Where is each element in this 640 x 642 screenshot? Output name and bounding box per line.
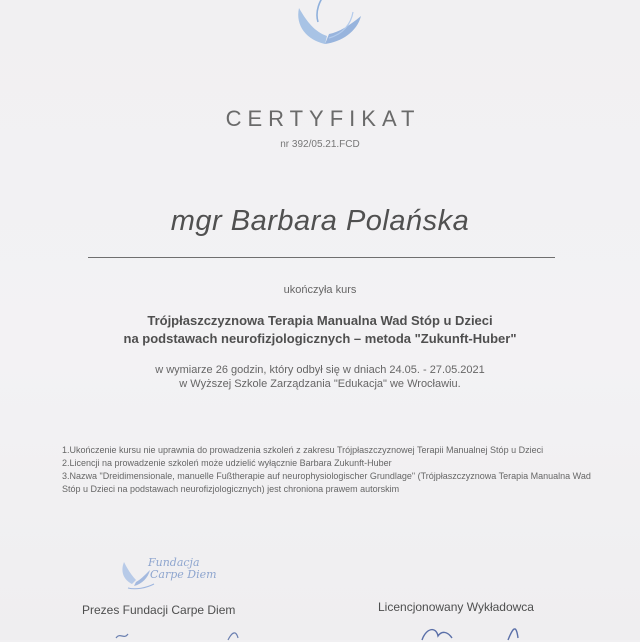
certificate-number: nr 392/05.21.FCD	[280, 139, 360, 150]
note-3: 3.Nazwa "Dreidimensionale, manuelle Fußtherapie auf neurophysiologischer Grundlage" (Trójpłaszczyznowa Terapia Manualna Wad Stóp u Dzieci na podstawach neurofizjologicznych) jest chroniona prawem autorskim	[62, 471, 591, 494]
lecturer-signature	[412, 620, 542, 642]
completed-label: ukończyła kurs	[283, 284, 357, 296]
foundation-logo-line-2: Carpe Diem	[150, 568, 217, 581]
note-1: 1.Ukończenie kursu nie uprawnia do prowadzenia szkoleń z zakresu Trójpłaszczyznowej Terapii Manualnej Stóp u Dzieci	[62, 445, 544, 455]
note-2: 2.Licencji na prowadzenie szkoleń może udzielić wyłącznie Barbara Zukunft-Huber	[62, 458, 392, 468]
licensed-lecturer-label: Licencjonowany Wykładowca	[378, 600, 534, 614]
certificate-title: CERTYFIKAT	[225, 106, 421, 131]
course-title-line-2: na podstawach neurofizjologicznych – metoda "Zukunft-Huber"	[123, 331, 517, 346]
course-details-line-1: w wymiarze 26 godzin, który odbył się w dniach 24.05. - 27.05.2021	[155, 364, 485, 376]
name-underline	[88, 257, 555, 258]
foundation-president-label: Prezes Fundacji Carpe Diem	[82, 603, 236, 617]
foundation-logo-line-1: Fundacja	[148, 556, 200, 569]
foundation-logo	[118, 554, 228, 592]
course-details-line-2: w Wyższej Szkole Zarządzania "Edukacja" we Wrocławiu.	[179, 378, 461, 390]
butterfly-logo-icon	[285, 0, 365, 48]
recipient-name: mgr Barbara Polańska	[170, 205, 470, 237]
course-title-line-1: Trójpłaszczyznowa Terapia Manualna Wad Stóp u Dzieci	[147, 313, 493, 328]
